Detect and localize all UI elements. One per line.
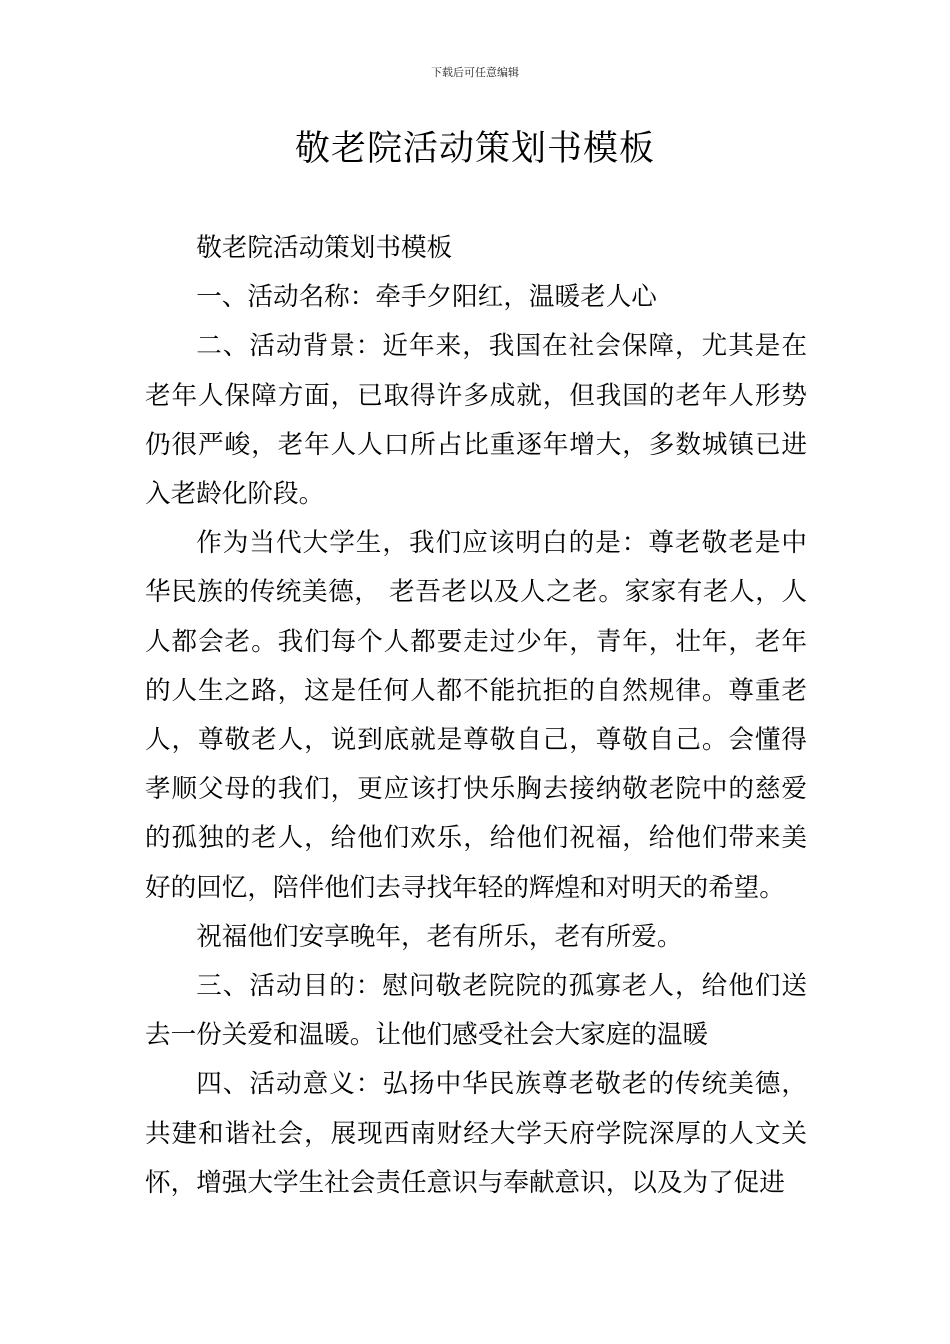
paragraph-activity-name: 一、活动名称：牵手夕阳红，温暖老人心 — [196, 282, 657, 313]
document-title: 敬老院活动策划书模板 — [294, 129, 655, 169]
paragraph-activity-significance: 四、活动意义：弘扬中华民族尊老敬老的传统美德，共建和谐社会，展现西南财经大学天府学院深厚的人文关怀，增强大学生社会责任意识与奉献意识，以及为了促进 — [145, 1069, 807, 1198]
paragraph-blessing: 祝福他们安享晚年，老有所乐，老有所爱。 — [196, 921, 683, 952]
header-note: 下载后可任意编辑 — [431, 66, 519, 79]
paragraph-activity-background: 二、活动背景：近年来，我国在社会保障，尤其是在老年人保障方面，已取得许多成就，但我国的老年人形势仍很严峻，老年人人口所占比重逐年增大，多数城镇已进入老龄化阶段。 — [145, 331, 807, 510]
document-body — [145, 224, 807, 1208]
paragraph-activity-purpose: 三、活动目的：慰问敬老院院的孤寡老人，给他们送去一份关爱和温暖。让他们感受社会大家庭的温暖 — [145, 971, 807, 1051]
paragraph-students-reflection: 作为当代大学生，我们应该明白的是：尊老敬老是中华民族的传统美德， 老吾老以及人之老。家家有老人，人人都会老。我们每个人都要走过少年，青年，壮年，老年的人生之路，这是任何人都不能抗拒的自然规律。尊重老人，尊敬老人，说到底就是尊敬自己，尊敬自己。会懂得孝顺父母的我们，更应该打快乐胸去接纳敬老院中的慈爱的孤独的老人，给他们欢乐，给他们祝福，给他们带来美好的回忆，陪伴他们去寻找年轻的辉煌和对明天的希望。 — [145, 528, 807, 903]
paragraph-subtitle: 敬老院活动策划书模板 — [196, 233, 453, 263]
